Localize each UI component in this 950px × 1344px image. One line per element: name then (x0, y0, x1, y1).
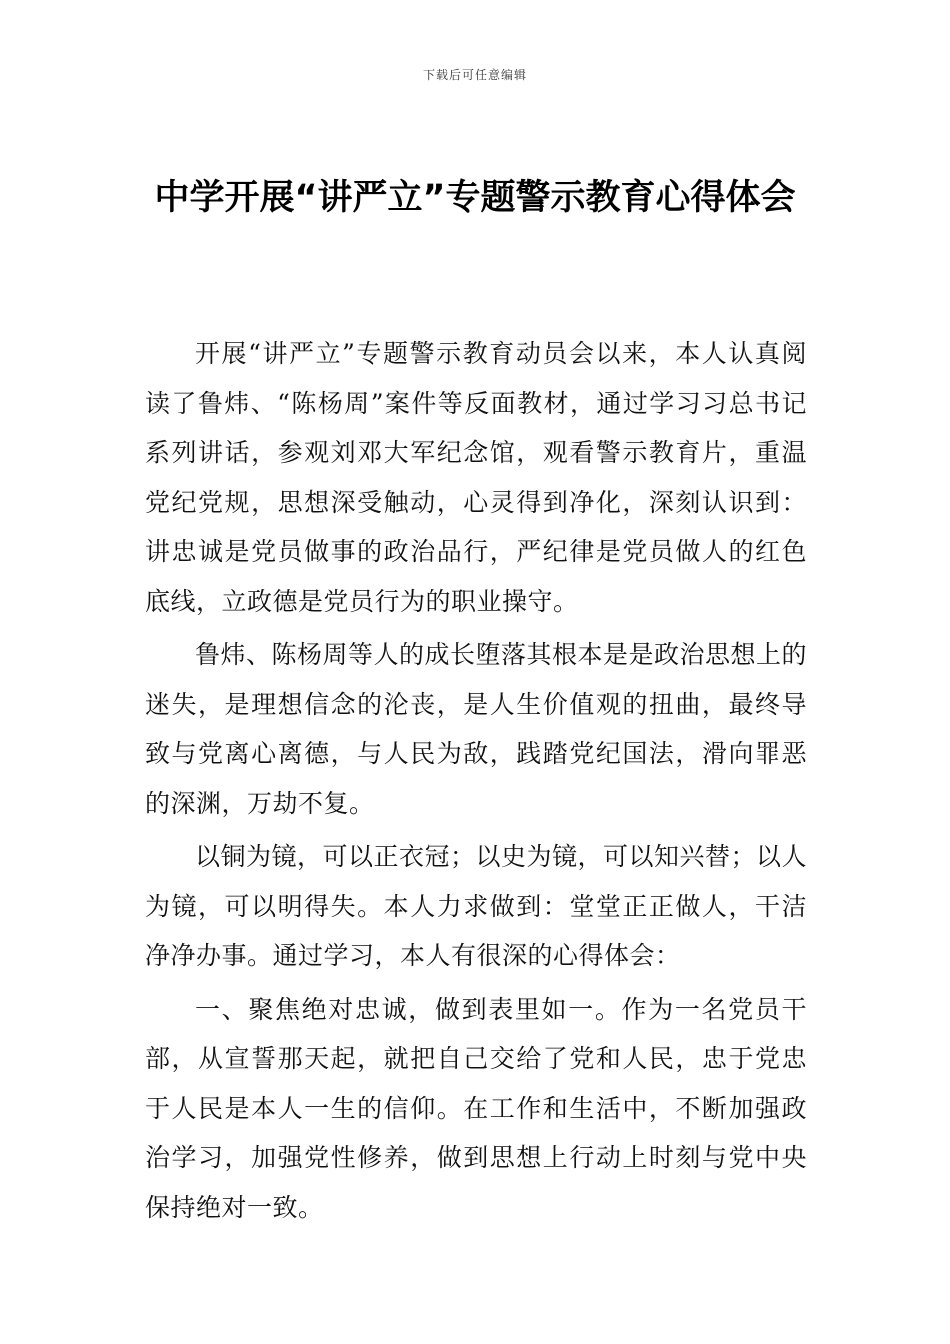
paragraph: 开展“讲严立”专题警示教育动员会以来，本人认真阅读了鲁炜、“陈杨周”案件等反面教材，通过学习习总书记系列讲话，参观刘邓大军纪念馆，观看警示教育片，重温党纪党规，思想深受触动，心灵得到净化，深刻认识到：讲忠诚是党员做事的政治品行，严纪律是党员做人的红色底线，立政德是党员行为的职业操守。 (145, 339, 807, 616)
paragraph: 以铜为镜，可以正衣冠；以史为镜，可以知兴替；以人为镜，可以明得失。本人力求做到：堂堂正正做人，干洁净净办事。通过学习，本人有很深的心得体会： (145, 842, 808, 970)
paragraph: 一、聚焦绝对忠诚，做到表里如一。作为一名党员干部，从宣誓那天起，就把自己交给了党和人民，忠于党忠于人民是本人一生的信仰。在工作和生活中，不断加强政治学习，加强党性修养，做到思想上行动上时刻与党中央保持绝对一致。 (145, 994, 807, 1222)
document-body (145, 329, 807, 1236)
header-note: 下载后可任意编辑 (422, 68, 527, 82)
paragraph: 鲁炜、陈杨周等人的成长堕落其根本是是政治思想上的迷失，是理想信念的沦丧，是人生价值观的扭曲，最终导致与党离心离德，与人民为敌，践踏党纪国法，滑向罪恶的深渊，万劫不复。 (145, 640, 808, 818)
document-title: 中学开展“讲严立”专题警示教育心得体会 (154, 178, 796, 218)
